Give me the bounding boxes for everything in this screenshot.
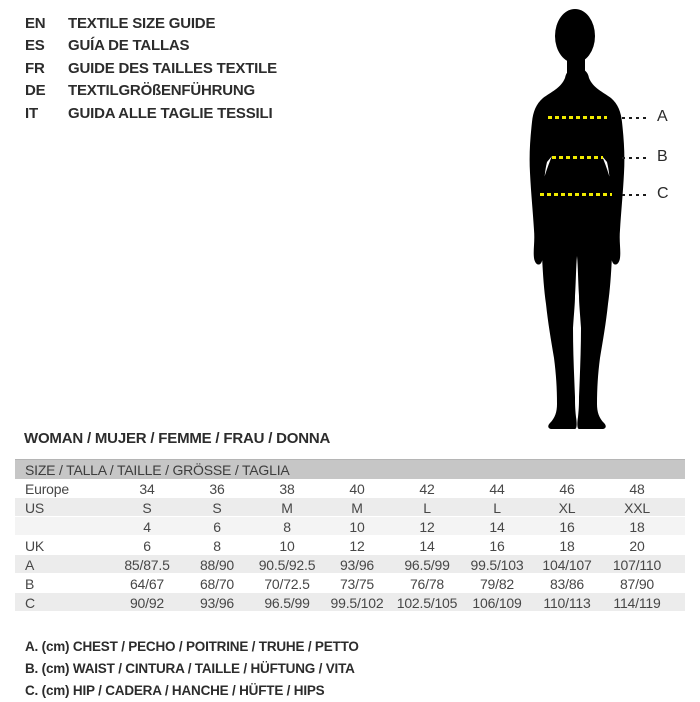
- language-title: TEXTILE SIZE GUIDE: [68, 15, 216, 32]
- size-value: L: [493, 499, 501, 516]
- language-title: TEXTILGRÖßENFÜHRUNG: [68, 82, 256, 100]
- size-value: 85/87.5: [124, 556, 170, 573]
- size-value: 106/109: [472, 594, 522, 611]
- table-row: [15, 517, 685, 536]
- measurement-legend: [25, 636, 359, 702]
- measure-dash-line: [552, 156, 603, 159]
- size-value: 48: [629, 480, 645, 497]
- size-value: 70/72.5: [264, 575, 310, 592]
- size-value: 10: [279, 537, 295, 554]
- size-value: 76/78: [409, 575, 445, 592]
- language-row: [25, 58, 277, 80]
- size-value: 40: [349, 480, 365, 497]
- size-value: 38: [279, 480, 295, 497]
- size-value: 16: [489, 537, 505, 554]
- size-value: 20: [629, 537, 645, 554]
- woman-silhouette-image: [497, 8, 657, 432]
- marker-label: B: [657, 148, 668, 165]
- size-value: 6: [143, 537, 151, 554]
- size-value: 14: [419, 537, 435, 554]
- size-table-body: [15, 479, 685, 612]
- size-value: 90/92: [129, 594, 165, 611]
- size-value: 4: [143, 518, 151, 535]
- language-code: DE: [25, 82, 46, 100]
- marker-label: A: [657, 108, 668, 125]
- section-title: WOMAN / MUJER / FEMME / FRAU / DONNA: [24, 430, 331, 447]
- row-label: A: [25, 556, 35, 573]
- language-title: GUIDA ALLE TAGLIE TESSILI: [68, 104, 273, 122]
- language-code: FR: [25, 59, 45, 77]
- size-value: 96.5/99: [264, 594, 310, 611]
- size-value: XL: [558, 499, 576, 516]
- size-value: 16: [559, 518, 575, 535]
- row-label: UK: [25, 537, 45, 554]
- table-row: [15, 479, 685, 498]
- size-value: 96.5/99: [404, 556, 450, 573]
- size-value: 88/90: [199, 556, 235, 573]
- size-table: [15, 459, 685, 612]
- size-value: 42: [419, 480, 435, 497]
- table-row: [15, 498, 685, 517]
- connector-dash-line: [622, 157, 650, 159]
- language-row: [25, 80, 277, 102]
- language-code: IT: [25, 104, 38, 122]
- woman-silhouette-figure: [497, 8, 657, 432]
- size-value: 73/75: [339, 575, 375, 592]
- size-value: 18: [559, 537, 575, 554]
- size-value: 99.5/102: [330, 594, 384, 611]
- language-code: ES: [25, 37, 45, 55]
- size-value: S: [142, 499, 152, 516]
- size-value: 12: [349, 537, 365, 554]
- size-value: 102.5/105: [396, 594, 458, 611]
- size-value: 18: [629, 518, 645, 535]
- size-value: 46: [559, 480, 575, 497]
- size-value: 36: [209, 480, 225, 497]
- size-value: 44: [489, 480, 505, 497]
- language-title: GUIDE DES TAILLES TEXTILE: [68, 59, 277, 77]
- language-row: [25, 103, 277, 125]
- connector-dash-line: [622, 117, 650, 119]
- size-value: 93/96: [339, 556, 375, 573]
- language-row: [25, 13, 277, 35]
- marker-label: C: [657, 185, 669, 202]
- size-value: 99.5/103: [470, 556, 524, 573]
- language-title: GUÍA DE TALLAS: [68, 37, 190, 55]
- connector-dash-line: [622, 194, 650, 196]
- row-label: US: [25, 499, 45, 516]
- legend-line: B. (cm) WAIST / CINTURA / TAILLE / HÜFTUNG / VITA: [25, 661, 355, 676]
- size-value: XXL: [624, 499, 650, 516]
- size-value: 14: [489, 518, 505, 535]
- row-label: C: [25, 594, 35, 611]
- size-value: S: [212, 499, 222, 516]
- size-value: 93/96: [199, 594, 235, 611]
- size-value: 8: [283, 518, 291, 535]
- size-value: 79/82: [479, 575, 515, 592]
- size-value: 8: [213, 537, 221, 554]
- table-row: [15, 593, 685, 612]
- size-value: 12: [419, 518, 435, 535]
- size-value: 90.5/92.5: [258, 556, 316, 573]
- size-value: L: [423, 499, 431, 516]
- size-value: 6: [213, 518, 221, 535]
- size-value: M: [281, 499, 293, 516]
- size-value: 10: [349, 518, 365, 535]
- size-value: 34: [139, 480, 155, 497]
- table-row: [15, 574, 685, 593]
- measure-dash-line: [548, 116, 607, 119]
- measure-dash-line: [540, 193, 612, 196]
- size-table-header: SIZE / TALLA / TAILLE / GRÖSSE / TAGLIA: [15, 459, 685, 479]
- size-value: 83/86: [549, 575, 585, 592]
- size-value: 110/113: [543, 594, 591, 611]
- size-value: 87/90: [619, 575, 655, 592]
- table-row: [15, 555, 685, 574]
- size-value: M: [351, 499, 363, 516]
- row-label: B: [25, 575, 35, 592]
- table-row: [15, 536, 685, 555]
- legend-line: A. (cm) CHEST / PECHO / POITRINE / TRUHE / PETTO: [25, 639, 359, 654]
- size-value: 68/70: [199, 575, 235, 592]
- legend-line: C. (cm) HIP / CADERA / HANCHE / HÜFTE / HIPS: [25, 683, 325, 698]
- size-value: 104/107: [542, 556, 592, 573]
- size-value: 107/110: [612, 556, 662, 573]
- language-row: [25, 35, 277, 57]
- language-title-list: [25, 13, 277, 125]
- size-value: 114/119: [613, 594, 661, 611]
- language-code: EN: [25, 15, 46, 32]
- size-value: 64/67: [129, 575, 165, 592]
- row-label: Europe: [25, 480, 69, 497]
